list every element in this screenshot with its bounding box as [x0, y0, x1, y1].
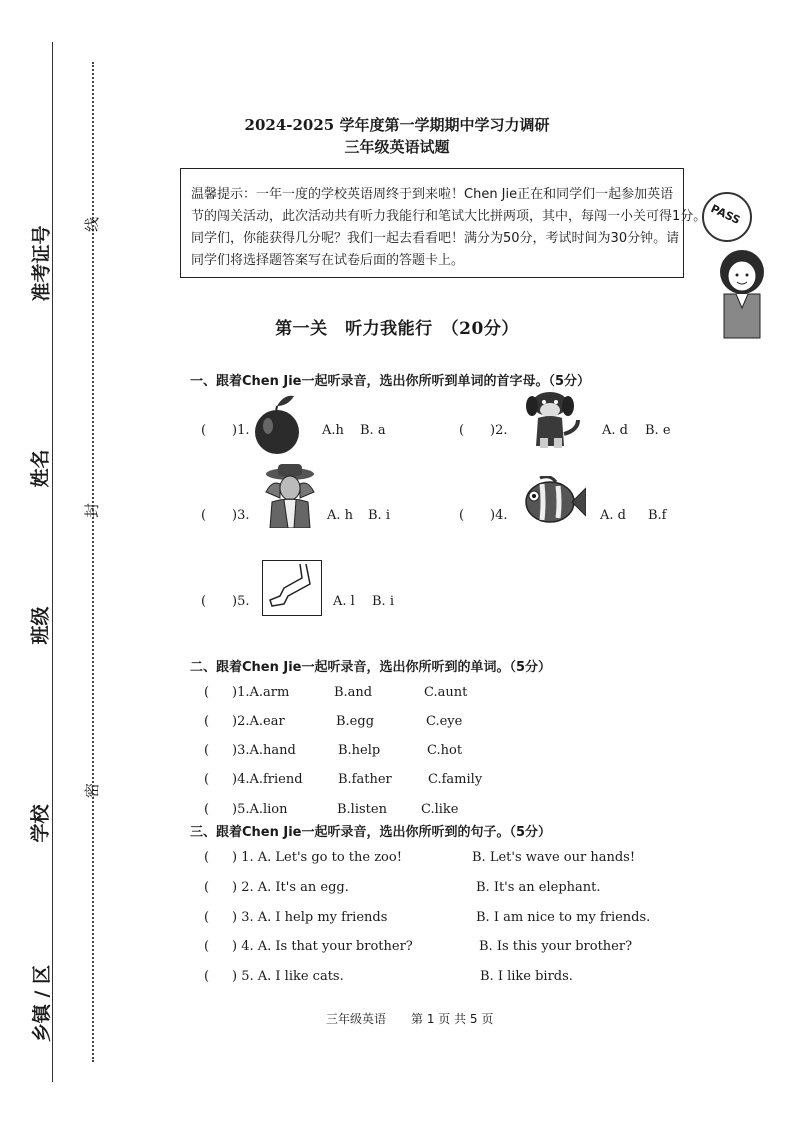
option-a: A. d — [602, 423, 628, 438]
option-b: B.egg — [336, 714, 375, 729]
seal-word: 封 — [83, 502, 102, 519]
option-c: C.aunt — [424, 685, 468, 700]
option-a: )1.A.arm — [232, 685, 290, 700]
answer-blank[interactable]: ( — [201, 508, 207, 523]
option-a: A. l — [333, 594, 355, 609]
option-b: B. a — [360, 423, 386, 438]
sentence-b: B. I like birds. — [480, 969, 573, 984]
option-c: C.hot — [427, 743, 463, 758]
option-b: B.f — [648, 508, 667, 523]
answer-blank[interactable]: ( — [204, 880, 210, 895]
section3-heading: 三、跟着Chen Jie一起听录音，选出你所听到的句子。（5分） — [190, 825, 552, 840]
answer-blank[interactable]: ( — [204, 969, 210, 984]
fish-image — [520, 476, 586, 528]
answer-blank[interactable]: ( — [204, 714, 210, 729]
exam-subtitle: 三年级英语试题 — [344, 138, 450, 156]
option-b: B.help — [338, 743, 381, 758]
binding-dotted-line — [92, 62, 94, 1062]
sentence-b: B. Let's wave our hands! — [472, 850, 636, 865]
leg-image — [262, 560, 322, 616]
pass-badge-text: PASS — [708, 202, 743, 227]
answer-blank[interactable]: ( — [204, 802, 210, 817]
tips-line-1: 温馨提示：一年一度的学校英语周终于到来啦！Chen Jie正在和同学们一起参加英语 — [191, 187, 674, 202]
option-b: B.listen — [337, 802, 387, 817]
option-b: B. e — [645, 423, 671, 438]
item-number: )1. — [232, 423, 250, 438]
option-a: A.h — [322, 423, 344, 438]
answer-blank[interactable]: ( — [201, 594, 207, 609]
answer-blank[interactable]: ( — [204, 910, 210, 925]
answer-blank[interactable]: ( — [204, 772, 210, 787]
part1-title: 第一关 听力我能行 （20分） — [275, 319, 519, 339]
answer-blank[interactable]: ( — [204, 743, 210, 758]
option-b: B. i — [372, 594, 394, 609]
answer-blank[interactable]: ( — [201, 423, 207, 438]
sentence-a: ) 1. A. Let's go to the zoo! — [232, 850, 402, 865]
sentence-a: ) 3. A. I help my friends — [232, 910, 388, 925]
option-c: C.eye — [426, 714, 463, 729]
cut-line-word: 线 — [83, 216, 102, 233]
footer-page: 第 1 页 共 5 页 — [411, 1012, 494, 1026]
sentence-b: B. It's an elephant. — [476, 880, 601, 895]
option-c: C.like — [421, 802, 459, 817]
item-number: )4. — [490, 508, 508, 523]
district-label: 乡镇 / 区 — [31, 964, 54, 1043]
item-number: )2. — [490, 423, 508, 438]
option-a: )4.A.friend — [232, 772, 303, 787]
section2-heading: 二、跟着Chen Jie一起听录音，选出你所听到的单词。（5分） — [190, 660, 552, 675]
answer-blank[interactable]: ( — [459, 508, 465, 523]
option-b: B.father — [338, 772, 392, 787]
option-a: )3.A.hand — [232, 743, 296, 758]
option-b: B.and — [334, 685, 373, 700]
apple-image — [254, 392, 300, 458]
exam-title: 2024-2025 学年度第一学期期中学习力调研 — [244, 116, 550, 134]
option-a: A. d — [600, 508, 626, 523]
tips-line-3: 同学们，你能获得几分呢？我们一起去看看吧！满分为50分，考试时间为30分钟。请 — [191, 231, 680, 246]
option-a: )2.A.ear — [232, 714, 285, 729]
name-label: 姓名 — [29, 449, 52, 488]
item-number: )3. — [232, 508, 250, 523]
exam-number-label: 准考证号 — [30, 225, 53, 302]
sentence-a: ) 5. A. I like cats. — [232, 969, 344, 984]
option-a: A. h — [327, 508, 354, 523]
tips-line-4: 同学们将选择题答案写在试卷后面的答题卡上。 — [191, 253, 465, 268]
option-c: C.family — [428, 772, 483, 787]
sentence-a: ) 4. A. Is that your brother? — [232, 939, 413, 954]
man-with-hat-image — [258, 462, 322, 528]
binding-solid-line — [52, 42, 53, 1082]
class-label: 班级 — [29, 606, 52, 645]
sentence-b: B. I am nice to my friends. — [476, 910, 651, 925]
secret-word: 密 — [83, 782, 102, 799]
answer-blank[interactable]: ( — [204, 685, 210, 700]
pass-badge — [702, 192, 752, 242]
section1-heading: 一、跟着Chen Jie一起听录音，选出你所听到单词的首字母。（5分） — [190, 374, 591, 389]
answer-blank[interactable]: ( — [204, 850, 210, 865]
option-b: B. i — [368, 508, 390, 523]
answer-blank[interactable]: ( — [204, 939, 210, 954]
school-label: 学校 — [29, 804, 52, 843]
sentence-b: B. Is this your brother? — [479, 939, 633, 954]
sentence-a: ) 2. A. It's an egg. — [232, 880, 349, 895]
footer-subject: 三年级英语 — [326, 1012, 387, 1026]
option-a: )5.A.lion — [232, 802, 288, 817]
item-number: )5. — [232, 594, 250, 609]
tips-line-2: 节的闯关活动，此次活动共有听力我能行和笔试大比拼两项，其中，每闯一小关可得1分。 — [191, 209, 707, 224]
answer-blank[interactable]: ( — [459, 423, 465, 438]
dog-image — [522, 390, 582, 450]
